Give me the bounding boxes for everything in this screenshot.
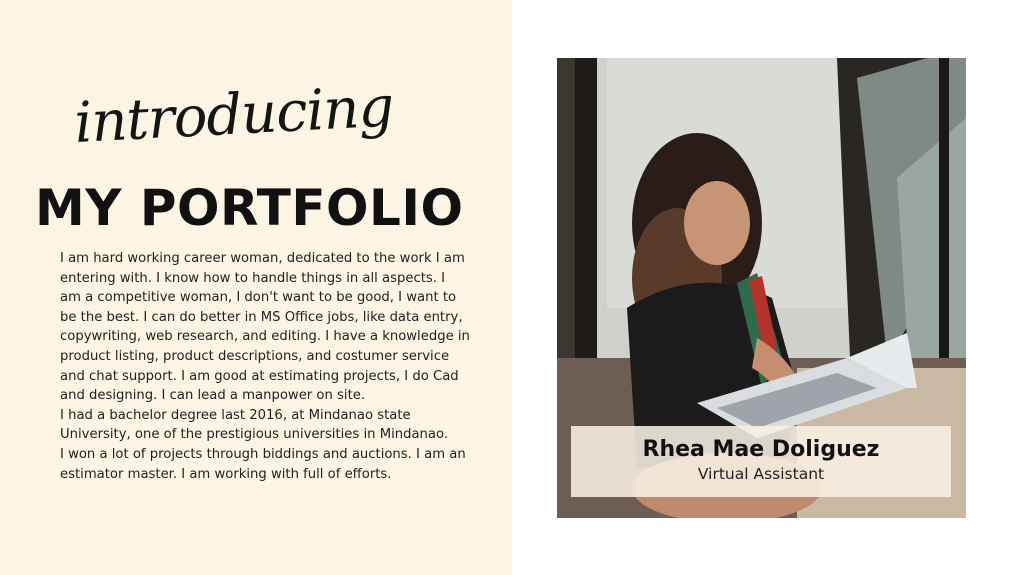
bio-paragraph: I won a lot of projects through biddings and auctions. I am an estimator master. I am working with full of efforts. (60, 446, 466, 482)
profile-name: Rhea Mae Doliguez (642, 437, 880, 462)
profile-role: Virtual Assistant (697, 465, 825, 483)
page-title: MY PORTFOLIO (35, 179, 464, 237)
name-card (571, 426, 951, 497)
bio-paragraph: I am hard working career woman, dedicated to the work I am entering with. I know how to handle things in all aspects. I am a competitive woman, I don't want to be good, I want to be the best. I can do better in MS Office jobs, like data entry, copywriting, web research, and editing. I have a knowledge in product listing, product descriptions, and costumer service and chat support. I am good at estimating projects, I do Cad and designing. I can lead a manpower on site. (60, 251, 470, 404)
bio-paragraph: I had a bachelor degree last 2016, at Mindanao state University, one of the prestigious universities in Mindanao. (60, 407, 449, 443)
bio-text (60, 249, 470, 484)
script-title: introducing (72, 74, 395, 156)
